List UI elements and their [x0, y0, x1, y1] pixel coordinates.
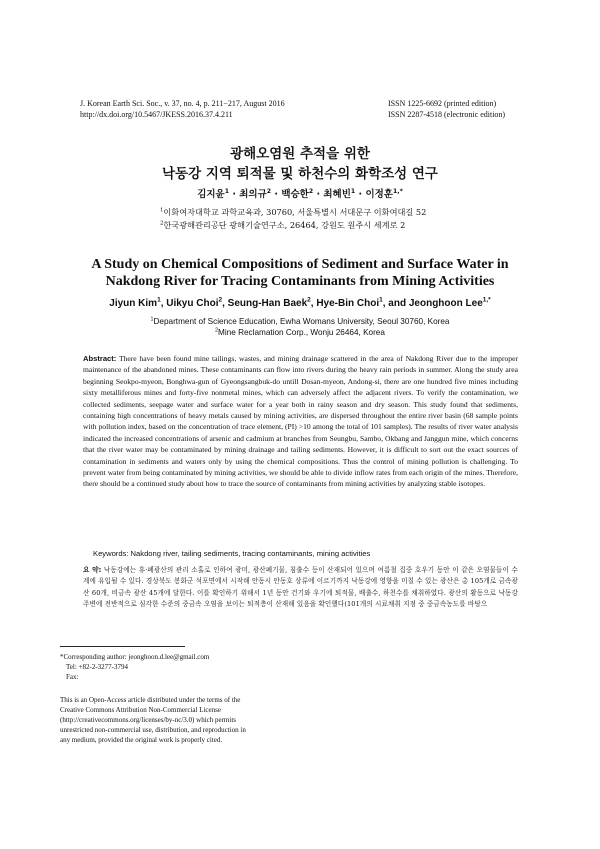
abstract [83, 353, 518, 490]
issn-print: ISSN 1225-6692 (printed edition) [388, 99, 497, 108]
author: 최의규 [239, 189, 267, 200]
author: Seung-Han Baek [227, 298, 308, 309]
telephone: Tel: +82-2-3277-3794 [66, 663, 128, 672]
korean-affiliation-1: $^1$이화여자대학교 과학교육과, 30760, 서울특별시 서대문구 이화여대길 52 [160, 207, 427, 217]
author: Uikyu Choi [166, 298, 219, 309]
author: Jiyun Kim [109, 298, 158, 309]
author: Jeonghoon Lee [408, 298, 483, 309]
korean-abstract [83, 565, 518, 611]
korean-abstract-label: 요 약: [83, 566, 102, 574]
license-notice: This is an Open-Access article distributed under the terms of the Creative Commons Attribution Non-Commercial License (http://creativecommons.org/licenses/by-nc/3.0) which permits unrestricted non-commercial use, distribution, and reproduction in any medium, provided the original work is properly cited. [60, 695, 246, 745]
english-title-line2: Nakdong River for Tracing Contaminants from Mining Activities [105, 274, 495, 289]
footnote-divider [60, 646, 185, 647]
fax: Fax: [66, 673, 79, 682]
author: 김지윤 [197, 189, 225, 200]
korean-authors: 김지윤$^1$ · 최의규$^2$ · 백승한$^2$ · 최혜빈$^1$ · 이정훈$^{1,*}$ [197, 187, 403, 200]
korean-affiliation-2: $^2$한국광해관리공단 광해기술연구소, 26464, 강원도 원주시 세계로 2 [160, 220, 406, 230]
abstract-text: There have been found mine tailings, wastes, and mining drainage scattered in the area of Nakdong River due to the improper maintenance of the abandoned mines. These contaminants can flow into rivers during the heavy rain periods in summer. Along the study area beginning Seokpo-myeon, Bonghwa-gun of Gyeongsangbuk-do untill Dosan-myeon, Andong-si, there are one hundred five mines including sixty metalliferous mines and forty-five nonmetal mines, which can adversely affect the adjacent rivers. To verify the contamination, we collected sediments, seepage water and surface water for a year both in rainy season and dry season. This study found that sediments, containing high concentrations of heavy metals caused by mining activities, are dispersed throughout the entire river basin (68 sample points with pollution index, based on the concentration of trace element, (PI) >10 among the total of 101 samples). The results of river water analysis indicated the increased concentrations of arsenic and cadmium at branches from Seungbu, Sambo, Okbang and Janggun mine, which concerns that the river water may be contaminated by mining drainage and tailing sediments. However, it is difficult to sort out the exact sources of contamination in sediments and waters only by using the chemical compositions. Thus the control of mining pollution is challenging. To prevent water from being contaminated by mining activities, we should be able to divide inflow rates from each origin of the mines. Therefore, there should be a continued study about how to trace the source of contaminants from mining activities by analyzing stable isotopes. [83, 354, 518, 489]
keywords: Keywords: Nakdong river, tailing sediments, tracing contaminants, mining activities [93, 549, 371, 558]
author: Hye-Bin Choi [316, 298, 380, 309]
author: 이정훈 [365, 189, 393, 200]
korean-abstract-text: 낙동강에는 휴·폐광산의 관리 소홀로 인하여 광미, 광산폐기물, 침출수 등이 산재되어 있으며 여름철 집중 호우기 동안 이 같은 오염물들이 수계에 유입될 수 있다. 경상북도 봉화군 석포면에서 시작해 안동시 안동호 상류에 이르기까지 낙동강에 영향을 미칠 수 있는 광산은 총 105개로 금속광산 60개, 비금속 광산 45개에 달한다. 이를 확인하기 위해서 1년 동안 건기와 우기에 퇴적물, 배출수, 하천수를 채취하였다. 광산의 활동으로 낙동강 주변에 전반적으로 심각한 수준의 중금속 오염을 보이는 퇴적층이 산재해 있음을 확인했다(101개의 시료채취 지점 중 중금속농도를 바탕으 [83, 566, 518, 609]
english-affiliation-1: $^1$Department of Science Education, Ewha Womans University, Seoul 30760, Korea [150, 316, 450, 326]
author: 백승한 [281, 189, 309, 200]
doi-link[interactable]: http://dx.doi.org/10.5467/JKESS.2016.37.4.211 [80, 110, 233, 119]
english-title-line1: A Study on Chemical Compositions of Sediment and Surface Water in [91, 257, 509, 272]
author: 최혜빈 [323, 189, 351, 200]
korean-title-line1: 광해오염원 추적을 위한 [230, 146, 370, 162]
corresponding-author: *Corresponding author: jeonghoon.d.lee@gmail.com [60, 653, 210, 661]
journal-citation: J. Korean Earth Sci. Soc., v. 37, no. 4, p. 211−217, August 2016 [80, 99, 285, 108]
english-authors: Jiyun Kim$^1$, Uikyu Choi$^2$, Seung-Han Baek$^2$, Hye-Bin Choi$^1$, and Jeonghoon Lee$^{1,*}$ [109, 296, 491, 309]
abstract-label: Abstract: [83, 354, 117, 363]
issn-electronic: ISSN 2287-4518 (electronic edition) [388, 110, 506, 119]
english-affiliation-2: $^2$Mine Reclamation Corp., Wonju 26464, Korea [215, 327, 385, 337]
footnote [60, 652, 260, 746]
korean-title-line2: 낙동강 지역 퇴적물 및 하천수의 화학조성 연구 [162, 166, 438, 182]
